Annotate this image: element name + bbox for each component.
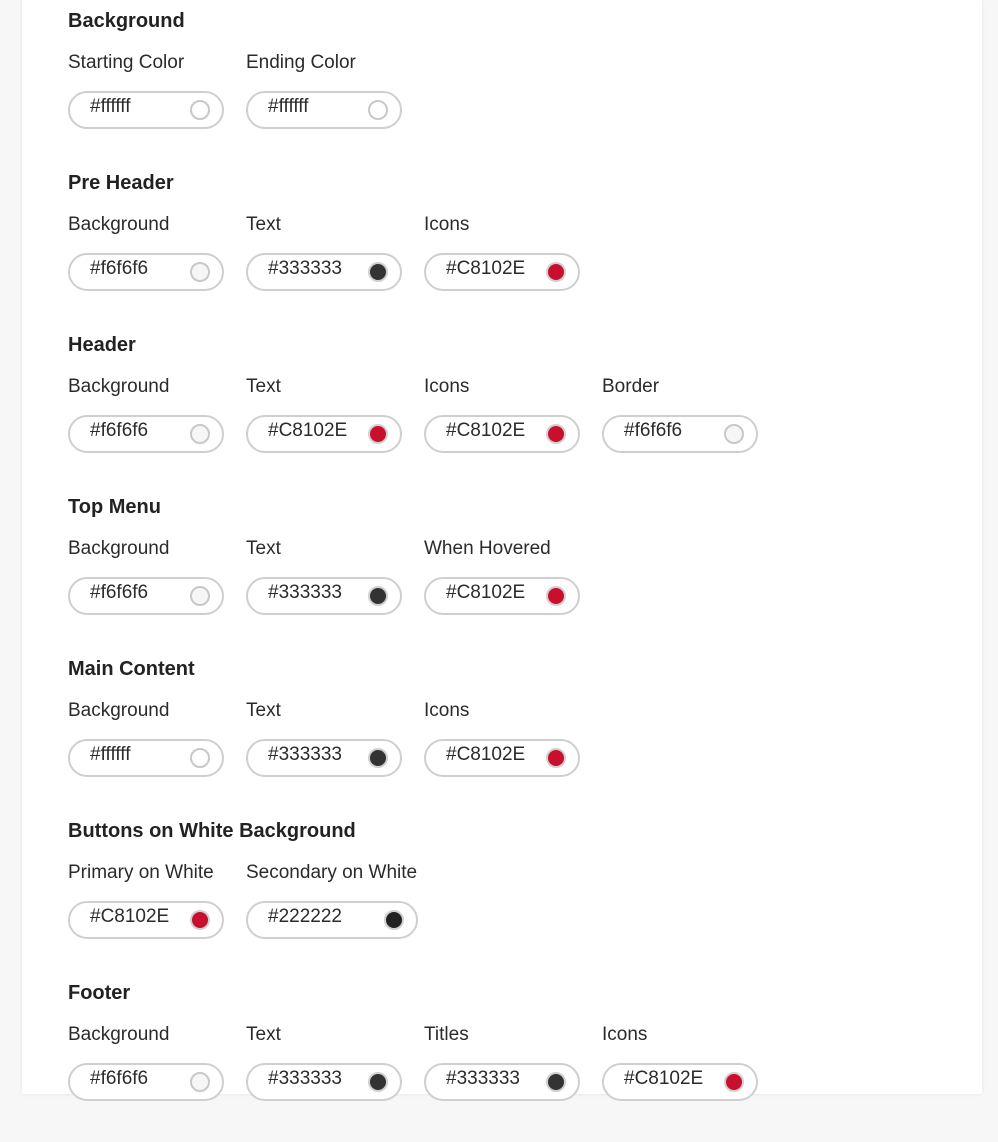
field-label: Primary on White bbox=[68, 862, 214, 883]
header-border-field bbox=[602, 375, 758, 453]
main-content-text-field bbox=[246, 699, 402, 777]
top-menu-when-hovered-input[interactable] bbox=[424, 577, 580, 615]
top-menu-background-input[interactable] bbox=[68, 577, 224, 615]
field-label: Background bbox=[68, 376, 170, 397]
color-value[interactable]: #C8102E bbox=[624, 1068, 704, 1089]
footer-text-field bbox=[246, 1023, 402, 1101]
field-row bbox=[68, 213, 968, 291]
section-pre-header bbox=[68, 170, 968, 332]
section-title: Main Content bbox=[68, 658, 195, 680]
color-value[interactable]: #C8102E bbox=[446, 744, 526, 765]
color-value[interactable]: #f6f6f6 bbox=[90, 1068, 149, 1089]
color-swatch-icon[interactable] bbox=[368, 1072, 388, 1092]
header-background-input[interactable] bbox=[68, 415, 224, 453]
color-swatch-icon[interactable] bbox=[190, 262, 210, 282]
top-menu-text-input[interactable] bbox=[246, 577, 402, 615]
color-value[interactable]: #C8102E bbox=[268, 420, 348, 441]
section-background bbox=[68, 8, 968, 170]
top-menu-text-field bbox=[246, 537, 402, 615]
color-value[interactable]: #333333 bbox=[446, 1068, 520, 1089]
color-value[interactable]: #C8102E bbox=[446, 420, 526, 441]
color-value[interactable]: #f6f6f6 bbox=[90, 582, 149, 603]
color-swatch-icon[interactable] bbox=[190, 424, 210, 444]
color-value[interactable]: #C8102E bbox=[446, 258, 526, 279]
field-row bbox=[68, 375, 968, 453]
field-label: Icons bbox=[424, 214, 470, 235]
background-ending-color-input[interactable] bbox=[246, 91, 402, 129]
section-footer bbox=[68, 980, 968, 1142]
color-value[interactable]: #ffffff bbox=[90, 744, 131, 765]
section-header bbox=[68, 332, 968, 494]
color-swatch-icon[interactable] bbox=[190, 910, 210, 930]
color-value[interactable]: #ffffff bbox=[268, 96, 309, 117]
color-value[interactable]: #f6f6f6 bbox=[624, 420, 683, 441]
main-content-icons-field bbox=[424, 699, 580, 777]
color-swatch-icon[interactable] bbox=[384, 910, 404, 930]
field-row bbox=[68, 1023, 968, 1101]
header-text-field bbox=[246, 375, 402, 453]
header-background-field bbox=[68, 375, 224, 453]
color-value[interactable]: #333333 bbox=[268, 258, 342, 279]
top-menu-background-field bbox=[68, 537, 224, 615]
color-value[interactable]: #222222 bbox=[268, 906, 342, 927]
pre-header-icons-field bbox=[424, 213, 580, 291]
section-main-content bbox=[68, 656, 968, 818]
color-swatch-icon[interactable] bbox=[190, 100, 210, 120]
color-swatch-icon[interactable] bbox=[724, 424, 744, 444]
section-title: Header bbox=[68, 334, 136, 356]
color-value[interactable]: #C8102E bbox=[90, 906, 170, 927]
section-title: Background bbox=[68, 10, 185, 32]
color-swatch-icon[interactable] bbox=[190, 586, 210, 606]
footer-icons-field bbox=[602, 1023, 758, 1101]
footer-text-input[interactable] bbox=[246, 1063, 402, 1101]
field-label: Background bbox=[68, 700, 170, 721]
pre-header-text-input[interactable] bbox=[246, 253, 402, 291]
field-label: Border bbox=[602, 376, 660, 397]
buttons-on-white-background-primary-on-white-input[interactable] bbox=[68, 901, 224, 939]
field-label: Text bbox=[246, 538, 281, 559]
settings-card bbox=[22, 0, 982, 1094]
field-row bbox=[68, 537, 968, 615]
pre-header-background-field bbox=[68, 213, 224, 291]
footer-background-field bbox=[68, 1023, 224, 1101]
color-swatch-icon[interactable] bbox=[190, 748, 210, 768]
section-title: Footer bbox=[68, 982, 131, 1004]
pre-header-background-input[interactable] bbox=[68, 253, 224, 291]
header-text-input[interactable] bbox=[246, 415, 402, 453]
background-starting-color-field bbox=[68, 51, 224, 129]
field-label: Background bbox=[68, 214, 170, 235]
header-icons-field bbox=[424, 375, 580, 453]
color-value[interactable]: #333333 bbox=[268, 582, 342, 603]
header-border-input[interactable] bbox=[602, 415, 758, 453]
color-swatch-icon[interactable] bbox=[368, 748, 388, 768]
buttons-on-white-background-secondary-on-white-input[interactable] bbox=[246, 901, 418, 939]
field-label: Background bbox=[68, 1024, 170, 1045]
color-swatch-icon[interactable] bbox=[190, 1072, 210, 1092]
color-value[interactable]: #f6f6f6 bbox=[90, 258, 149, 279]
background-starting-color-input[interactable] bbox=[68, 91, 224, 129]
color-swatch-icon[interactable] bbox=[546, 262, 566, 282]
field-label: Text bbox=[246, 376, 281, 397]
field-label: When Hovered bbox=[424, 538, 551, 559]
field-row bbox=[68, 861, 968, 939]
pre-header-icons-input[interactable] bbox=[424, 253, 580, 291]
background-ending-color-field bbox=[246, 51, 402, 129]
top-menu-when-hovered-field bbox=[424, 537, 580, 615]
footer-titles-field bbox=[424, 1023, 580, 1101]
color-value[interactable]: #333333 bbox=[268, 1068, 342, 1089]
color-value[interactable]: #f6f6f6 bbox=[90, 420, 149, 441]
section-title: Top Menu bbox=[68, 496, 161, 518]
field-label: Starting Color bbox=[68, 52, 185, 73]
color-swatch-icon[interactable] bbox=[546, 586, 566, 606]
color-swatch-icon[interactable] bbox=[724, 1072, 744, 1092]
field-label: Ending Color bbox=[246, 52, 356, 73]
footer-icons-input[interactable] bbox=[602, 1063, 758, 1101]
color-swatch-icon[interactable] bbox=[368, 100, 388, 120]
field-label: Icons bbox=[424, 376, 470, 397]
buttons-on-white-background-secondary-on-white-field bbox=[246, 861, 418, 939]
footer-titles-input[interactable] bbox=[424, 1063, 580, 1101]
color-value[interactable]: #333333 bbox=[268, 744, 342, 765]
color-swatch-icon[interactable] bbox=[368, 586, 388, 606]
field-row bbox=[68, 699, 968, 777]
color-value[interactable]: #ffffff bbox=[90, 96, 131, 117]
section-title: Buttons on White Background bbox=[68, 820, 356, 842]
color-swatch-icon[interactable] bbox=[546, 748, 566, 768]
field-label: Text bbox=[246, 700, 281, 721]
field-row bbox=[68, 51, 968, 129]
main-content-background-field bbox=[68, 699, 224, 777]
field-label: Text bbox=[246, 214, 281, 235]
section-buttons-on-white-background bbox=[68, 818, 968, 980]
main-content-text-input[interactable] bbox=[246, 739, 402, 777]
field-label: Secondary on White bbox=[246, 862, 418, 883]
field-label: Text bbox=[246, 1024, 281, 1045]
main-content-icons-input[interactable] bbox=[424, 739, 580, 777]
color-swatch-icon[interactable] bbox=[368, 262, 388, 282]
color-settings-sections bbox=[68, 8, 968, 1142]
header-icons-input[interactable] bbox=[424, 415, 580, 453]
color-swatch-icon[interactable] bbox=[546, 424, 566, 444]
color-swatch-icon[interactable] bbox=[368, 424, 388, 444]
buttons-on-white-background-primary-on-white-field bbox=[68, 861, 224, 939]
footer-background-input[interactable] bbox=[68, 1063, 224, 1101]
section-top-menu bbox=[68, 494, 968, 656]
main-content-background-input[interactable] bbox=[68, 739, 224, 777]
field-label: Icons bbox=[602, 1024, 648, 1045]
field-label: Background bbox=[68, 538, 170, 559]
field-label: Titles bbox=[424, 1024, 469, 1045]
color-value[interactable]: #C8102E bbox=[446, 582, 526, 603]
field-label: Icons bbox=[424, 700, 470, 721]
color-swatch-icon[interactable] bbox=[546, 1072, 566, 1092]
pre-header-text-field bbox=[246, 213, 402, 291]
section-title: Pre Header bbox=[68, 172, 174, 194]
